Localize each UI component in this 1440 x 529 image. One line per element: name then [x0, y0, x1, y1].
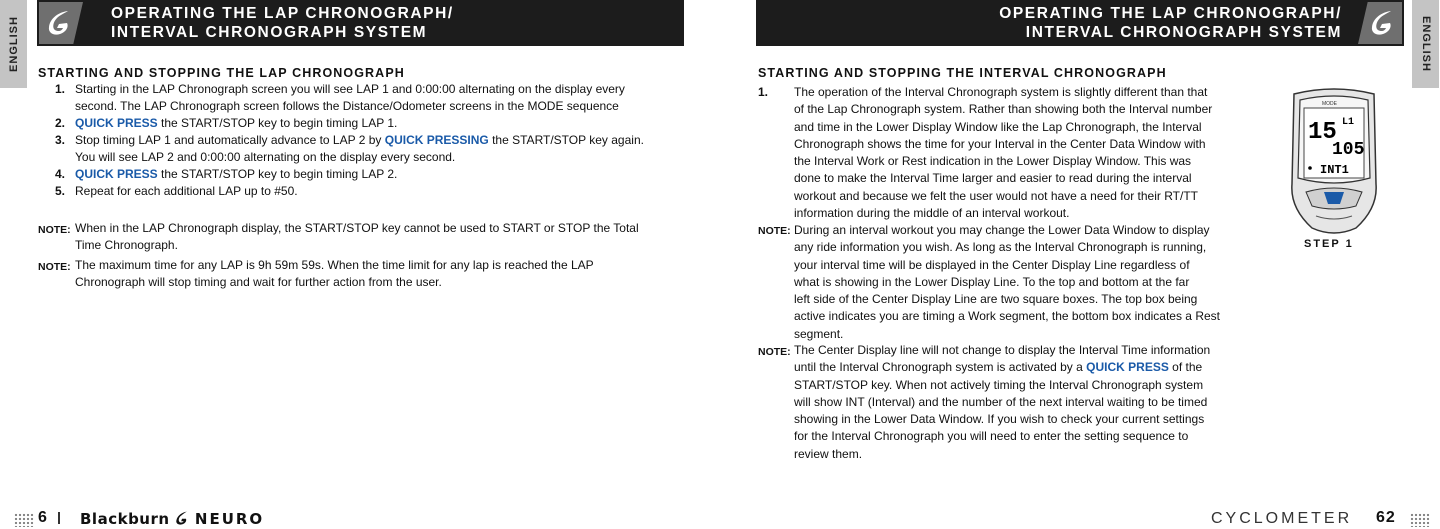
text-line: for the Interval Chronograph you will need to enter the setting sequence to	[794, 429, 1189, 444]
device-top-digits: 15	[1308, 119, 1337, 146]
note-2-text	[794, 342, 1210, 463]
device-mid-digits: 105	[1332, 140, 1365, 160]
page-header	[756, 0, 1404, 46]
footer-dot-pattern	[14, 513, 34, 527]
flame-logo-icon	[44, 8, 74, 38]
note-1-text	[794, 222, 1220, 343]
text-line: the Interval Work or Rest indication in the Lower Display Window. This was	[794, 154, 1192, 169]
text-line: will show INT (Interval) and the number of the next interval waiting to be timed	[794, 394, 1208, 409]
quick-press-emphasis: QUICK PRESS	[75, 116, 158, 130]
flame-logo-icon	[174, 510, 190, 526]
language-tab	[1412, 0, 1439, 88]
brand-product: NEURO	[194, 510, 265, 528]
text-line: and time in the Lower Display Window like the Lap Chronograph, the Interval	[794, 119, 1202, 134]
brand-wordmark	[80, 510, 264, 528]
note-2-text	[75, 257, 594, 292]
step-3-line-2: You will see LAP 2 and 0:00:00 alternating on the display every second.	[75, 150, 456, 165]
step-3-text	[75, 132, 644, 167]
language-tab-label: ENGLISH	[1419, 16, 1432, 72]
quick-press-emphasis: QUICK PRESS	[75, 167, 158, 181]
note-label: NOTE:	[38, 224, 71, 236]
text-line: review them.	[794, 446, 863, 461]
text-line: active indicates you are timing a Work segment, the bottom box indicates a Rest	[794, 309, 1220, 324]
text-line: until the Interval Chronograph system is activated by a	[794, 360, 1087, 375]
text-line: left side of the Center Display Line are two square boxes. The top box being	[794, 292, 1198, 307]
text-line: done to make the Interval Time larger and easier to read during the interval	[794, 171, 1192, 186]
step-5-text: Repeat for each additional LAP up to #50.	[75, 184, 298, 198]
footer-dot-pattern	[1410, 513, 1430, 527]
header-line-1: OPERATING THE LAP CHRONOGRAPH/	[999, 5, 1342, 22]
step-2-text	[75, 115, 397, 132]
step-4-text	[75, 166, 397, 183]
note-2-line-1: The maximum time for any LAP is 9h 59m 59s. When the time limit for any lap is reached the LAP	[75, 258, 594, 272]
step-number: 1.	[758, 85, 769, 99]
step-number: 3.	[55, 133, 66, 147]
section-title: STARTING AND STOPPING THE INTERVAL CHRONOGRAPH	[758, 66, 1167, 80]
text-line: The Center Display line will not change to display the Interval Time information	[794, 343, 1211, 357]
page-number: 6	[38, 509, 48, 526]
device-indicator-dot	[1308, 166, 1312, 170]
text-line: your interval time will be displayed in the Center Display Line regardless of	[794, 257, 1190, 272]
page-header	[37, 0, 684, 46]
step-1-line-2: second. The LAP Chronograph screen follows the Distance/Odometer screens in the MODE sequence	[75, 99, 619, 114]
step-3-before: Stop timing LAP 1 and automatically advance to LAP 2 by	[75, 133, 385, 147]
text-line: segment.	[794, 326, 844, 341]
step-number: 5.	[55, 184, 66, 198]
step-1-text	[794, 84, 1212, 222]
quick-press-emphasis: QUICK PRESS	[1086, 360, 1169, 375]
step-2-rest: the START/STOP key to begin timing LAP 1.	[157, 116, 398, 130]
step-number: 1.	[55, 82, 66, 96]
header-line-2: INTERVAL CHRONOGRAPH SYSTEM	[1025, 24, 1342, 41]
step-number: 2.	[55, 116, 66, 130]
language-tab-label: ENGLISH	[7, 16, 20, 72]
device-mode-label: MODE	[1322, 101, 1337, 107]
text-line: showing in the Lower Data Window. If you wish to check your current settings	[794, 412, 1205, 427]
text-line: The operation of the Interval Chronograph system is slightly different than that	[794, 85, 1208, 99]
step-1-text	[75, 81, 625, 116]
brand-name: Blackburn	[80, 510, 170, 528]
header-title	[111, 4, 454, 42]
language-tab	[0, 0, 27, 88]
note-label: NOTE:	[38, 261, 71, 273]
header-line-2: INTERVAL CHRONOGRAPH SYSTEM	[111, 24, 428, 41]
text-line: Chronograph shows the time for your Interval in the Center Data Window with	[794, 136, 1206, 151]
step-label: STEP 1	[1304, 238, 1354, 250]
text-line: any ride information you wish. As long as the Interval Chronograph is running,	[794, 240, 1207, 255]
note-label: NOTE:	[758, 225, 791, 237]
page-number: 62	[1376, 509, 1396, 526]
device-top-small: L1	[1342, 117, 1355, 128]
note-label: NOTE:	[758, 346, 791, 358]
footer-divider	[58, 512, 60, 524]
text-line: workout and because we felt the user would not have a need for their RT/TT	[794, 188, 1199, 203]
note-1-line-1: When in the LAP Chronograph display, the START/STOP key cannot be used to START or STOP the Total	[75, 221, 639, 235]
step-number: 4.	[55, 167, 66, 181]
header-title	[999, 4, 1342, 42]
section-title: STARTING AND STOPPING THE LAP CHRONOGRAPH	[38, 66, 405, 80]
footer-word: CYCLOMETER	[1211, 510, 1353, 527]
text-line: START/STOP key. When not actively timing the Interval Chronograph system	[794, 377, 1204, 392]
step-3-after: the START/STOP key again.	[488, 133, 644, 147]
note-2-line-2: Chronograph will stop timing and wait for further action from the user.	[75, 275, 442, 290]
note-1-line-2: Time Chronograph.	[75, 238, 178, 253]
cyclometer-device-illustration	[1286, 88, 1382, 236]
text-line: information during the middle of an interval workout.	[794, 206, 1070, 221]
flame-logo-icon	[1367, 8, 1397, 38]
quick-pressing-emphasis: QUICK PRESSING	[384, 133, 489, 147]
device-bottom-text: INT1	[1320, 163, 1349, 177]
step-4-rest: the START/STOP key to begin timing LAP 2.	[157, 167, 398, 181]
note-1-text	[75, 220, 639, 255]
step-1-line-1: Starting in the LAP Chronograph screen you will see LAP 1 and 0:00:00 alternating on the display every	[75, 82, 625, 96]
brand-logo-box	[39, 2, 83, 44]
text-line: During an interval workout you may change the Lower Data Window to display	[794, 223, 1210, 237]
text-line: of the Lap Chronograph system. Rather than showing both the Interval number	[794, 102, 1213, 117]
header-line-1: OPERATING THE LAP CHRONOGRAPH/	[111, 5, 454, 22]
text-line: what is showing in the Lower Display Line. To the top and bottom at the far	[794, 274, 1190, 289]
text-line: of the	[1168, 360, 1203, 375]
brand-logo-box	[1358, 2, 1402, 44]
right-page	[720, 0, 1440, 529]
